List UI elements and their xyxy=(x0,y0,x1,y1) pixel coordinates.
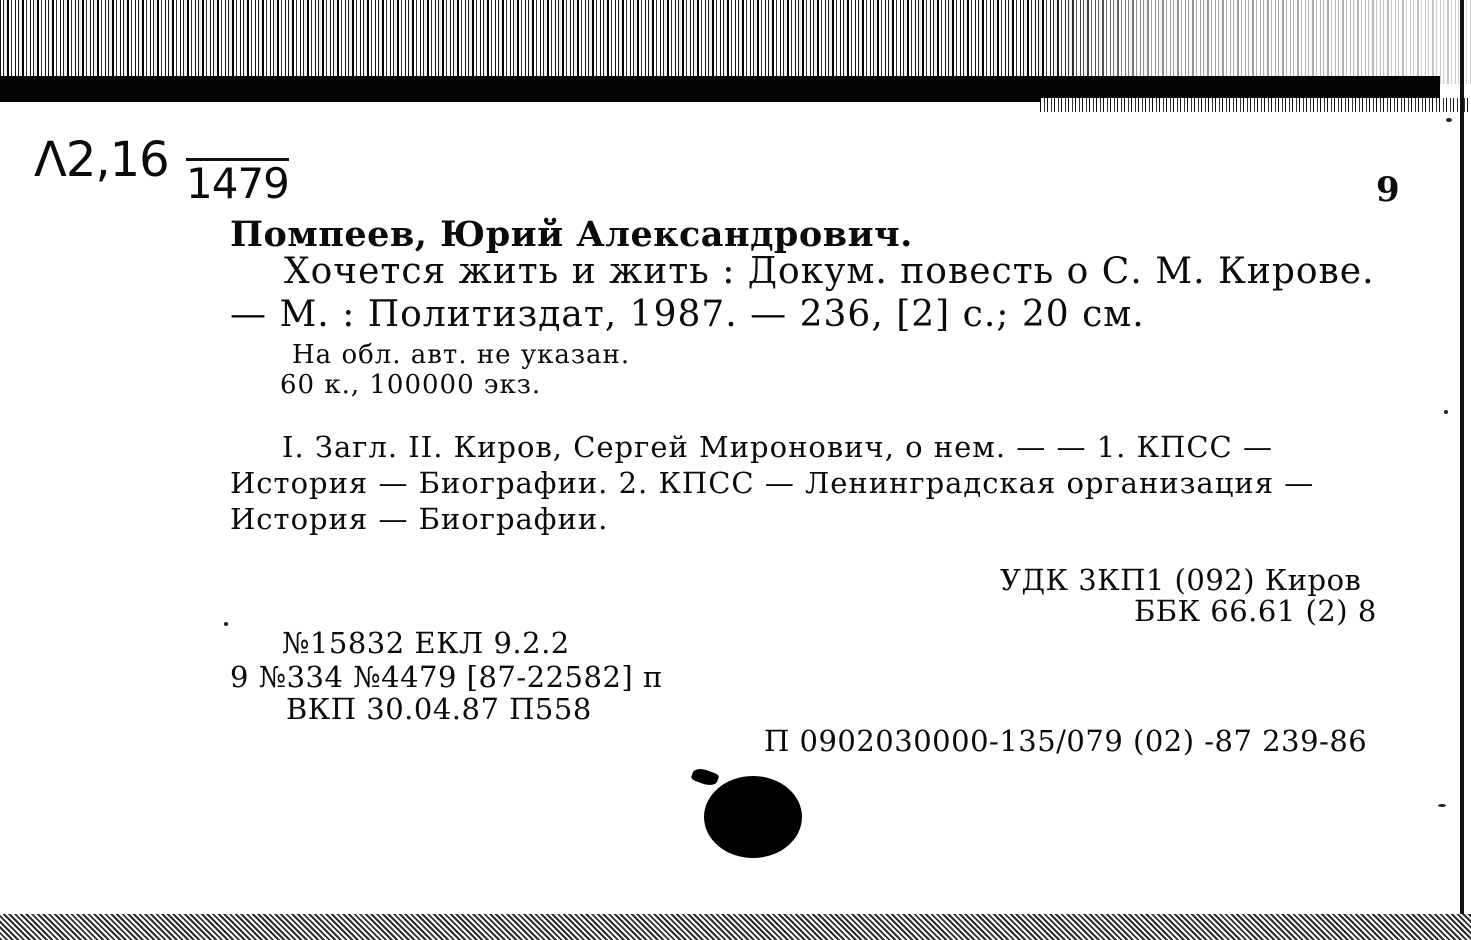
subjects-line-3: История — Биографии. xyxy=(230,502,609,536)
price-print-run: 60 к., 100000 экз. xyxy=(280,370,542,400)
handwritten-call-number: Λ2,16 xyxy=(34,132,169,188)
vkp-date: ВКП 30.04.87 П558 xyxy=(286,692,592,726)
handwritten-inventory-number: 1479 xyxy=(186,159,289,208)
card-number: 9 xyxy=(1376,170,1400,210)
title-line-2: — М. : Политиздат, 1987. — 236, [2] с.; 20 см. xyxy=(230,294,1145,335)
speck xyxy=(1444,410,1448,414)
publication-code: П 0902030000-135/079 (02) -87 239-86 xyxy=(764,724,1368,758)
title-line-1: Хочется жить и жить : Докум. повесть о С. М. Кирове. xyxy=(284,251,1375,292)
author-heading: Помпеев, Юрий Александрович. xyxy=(230,214,913,255)
note-line-1: На обл. авт. не указан. xyxy=(292,340,631,370)
ekl-number: №15832 ЕКЛ 9.2.2 xyxy=(282,626,570,660)
scan-top-fade xyxy=(1040,0,1471,84)
speck xyxy=(224,622,228,626)
subjects-line-1: I. Загл. II. Киров, Сергей Миронович, о нем. — — 1. КПСС — xyxy=(282,430,1273,464)
card-right-edge xyxy=(1460,0,1464,940)
registry-numbers: 9 №334 №4479 [87-22582] п xyxy=(230,660,663,694)
scan-top-bar-fade xyxy=(1040,98,1471,112)
scan-bottom-noise xyxy=(0,914,1471,940)
udk-code: УДК 3КП1 (092) Киров xyxy=(1000,563,1362,597)
speck xyxy=(1446,118,1452,122)
bbk-code: ББК 66.61 (2) 8 xyxy=(1134,594,1377,628)
subjects-line-2: История — Биографии. 2. КПСС — Ленинградская организация — xyxy=(230,466,1315,500)
speck xyxy=(1438,804,1446,807)
punch-hole xyxy=(704,776,802,858)
